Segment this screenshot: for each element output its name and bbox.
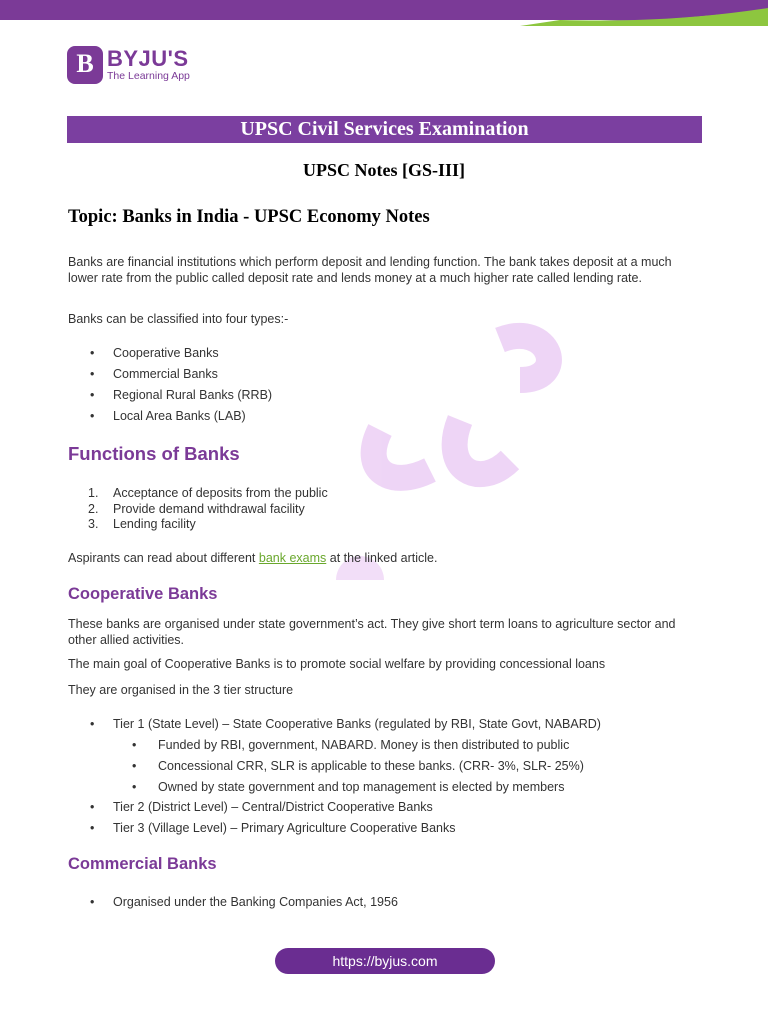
logo-tagline: The Learning App <box>107 70 190 83</box>
bank-types-list <box>68 345 272 429</box>
list-item: • Regional Rural Banks (RRB) <box>90 388 273 402</box>
cooperative-goal: The main goal of Cooperative Banks is to promote social welfare by providing concessional loans <box>68 657 606 671</box>
aspirants-paragraph: Aspirants can read about different bank exams at the linked article. <box>68 551 438 565</box>
cooperative-tiers-intro: They are organised in the 3 tier structure <box>68 683 294 697</box>
list-item: • Cooperative Banks <box>90 346 219 360</box>
logo-mark-icon <box>67 46 103 84</box>
tier1-sub-list <box>68 737 584 800</box>
functions-list <box>68 485 328 532</box>
byjus-logo <box>67 45 190 85</box>
tier1-list <box>68 716 601 737</box>
list-item: • Concessional CRR, SLR is applicable to these banks. (CRR- 3%, SLR- 25%) <box>132 759 584 773</box>
logo-letter: B <box>76 49 94 78</box>
header-decoration <box>0 0 768 26</box>
commercial-heading: Commercial Banks <box>68 855 217 873</box>
list-item: • Tier 1 (State Level) – State Cooperative Banks (regulated by RBI, State Govt, NABARD) <box>90 717 601 731</box>
list-item: • Commercial Banks <box>90 367 218 381</box>
watermark-logo-icon <box>320 320 620 580</box>
types-intro: Banks can be classified into four types:- <box>68 312 289 326</box>
commercial-list <box>68 894 398 915</box>
functions-heading: Functions of Banks <box>68 443 240 464</box>
notes-subtitle: UPSC Notes [GS-III] <box>303 160 465 180</box>
intro-paragraph: Banks are financial institutions which perform deposit and lending function. The bank takes deposit at a much lower rate from the public called deposit rate and lends money at a much higher rate called lending rate. <box>68 255 672 285</box>
cooperative-paragraph: These banks are organised under state government’s act. They give short term loans to agriculture sector and other allied activities. <box>68 617 676 647</box>
exam-banner: UPSC Civil Services Examination <box>67 116 702 143</box>
logo-name: BYJU'S <box>107 46 189 72</box>
list-item: • Owned by state government and top management is elected by members <box>132 780 565 794</box>
footer-url-link[interactable]: https://byjus.com <box>275 948 495 974</box>
list-item: 2. Provide demand withdrawal facility <box>88 501 305 516</box>
list-item: • Local Area Banks (LAB) <box>90 409 246 423</box>
bank-exams-link[interactable]: bank exams <box>258 551 327 565</box>
list-item: 1. Acceptance of deposits from the public <box>88 486 328 500</box>
list-item: • Organised under the Banking Companies Act, 1956 <box>90 895 398 909</box>
tier2-3-list <box>68 799 456 841</box>
list-item: • Tier 3 (Village Level) – Primary Agriculture Cooperative Banks <box>90 821 456 835</box>
list-item: • Tier 2 (District Level) – Central/District Cooperative Banks <box>90 800 433 814</box>
cooperative-heading: Cooperative Banks <box>68 585 218 603</box>
topic-title: Topic: Banks in India - UPSC Economy Notes <box>68 207 430 227</box>
list-item: 3. Lending facility <box>88 517 196 531</box>
list-item: • Funded by RBI, government, NABARD. Money is then distributed to public <box>132 738 570 752</box>
